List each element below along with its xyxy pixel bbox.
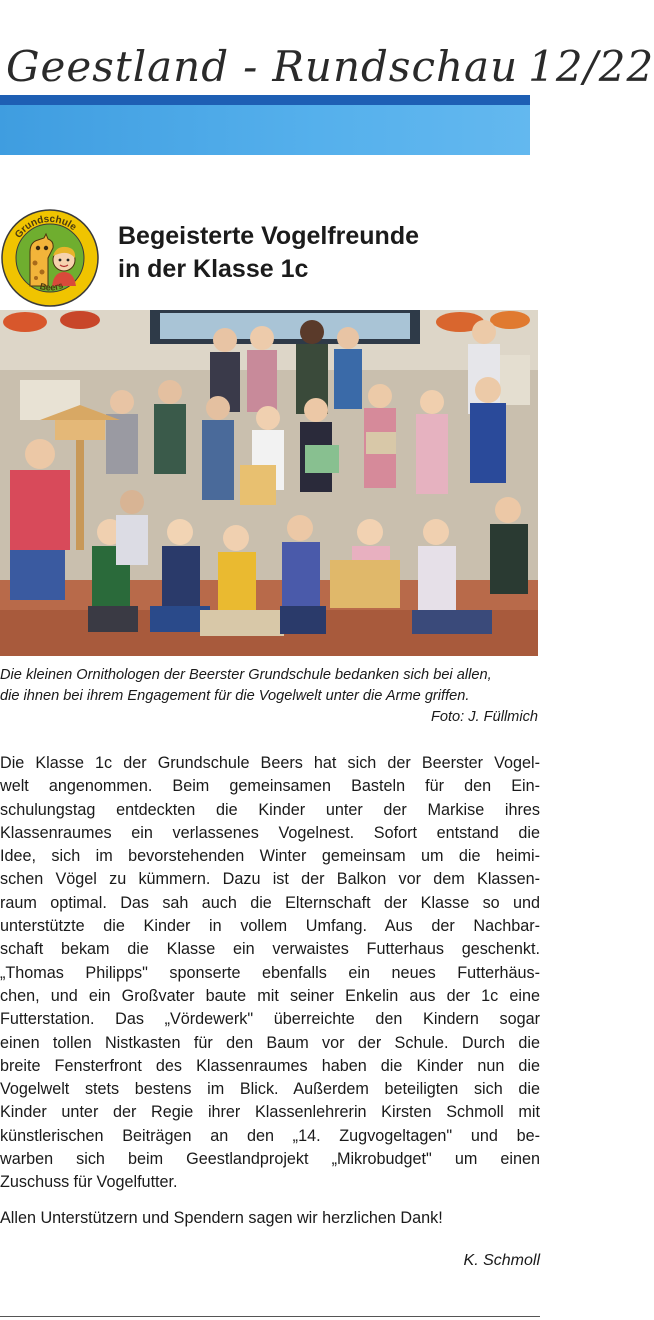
body-line: Futterstation. Das „Vördewerk" überreichte den Kindern sogar bbox=[0, 1010, 540, 1029]
headline-line-2: in der Klasse 1c bbox=[118, 255, 309, 283]
publication-dash: - bbox=[243, 41, 259, 91]
bottom-rule bbox=[0, 1316, 540, 1317]
body-line: schulungstag entdeckten die Kinder unter der Markise ihres bbox=[0, 800, 540, 819]
publication-name-part2: Rundschau bbox=[272, 41, 519, 91]
body-line: Idee, sich im bevorstehenden Winter gemeinsam um die heimi- bbox=[0, 847, 540, 866]
body-line: Zuschuss für Vogelfutter. bbox=[0, 1173, 178, 1192]
caption-line-1: Die kleinen Ornithologen der Beerster Grundschule bedanken sich bei allen, bbox=[0, 667, 492, 683]
caption-line-2: die ihnen bei ihrem Engagement für die Vogelwelt unter die Arme griffen. bbox=[0, 688, 470, 704]
body-line: Vogelwelt stets bestens im Blick. Außerdem beteiligten sich die bbox=[0, 1080, 540, 1099]
body-line: Kinder unter der Regie ihrer Klassenlehrerin Kirsten Schmoll mit bbox=[0, 1103, 540, 1122]
group-photo-illustration bbox=[0, 310, 538, 656]
body-line: welt angenommen. Beim gemeinsamen Basteln für den Ein- bbox=[0, 777, 540, 796]
body-line: künstlerischen Beiträgen an den „14. Zugvogeltagen" und be- bbox=[0, 1126, 540, 1145]
body-line: schen Vögel zu kümmern. Dazu ist der Balkon vor dem Klassen- bbox=[0, 870, 540, 889]
logo-text-top: Grundschule bbox=[13, 213, 79, 241]
handwritten-header bbox=[6, 30, 654, 102]
body-line: raum optimal. Das sah auch die Elternschaft der Klasse so und bbox=[0, 893, 540, 912]
body-line: Die Klasse 1c der Grundschule Beers hat sich der Beerster Vogel- bbox=[0, 754, 540, 772]
author-signature: K. Schmoll bbox=[463, 1252, 540, 1269]
body-line: „Thomas Philipps" sponserte ebenfalls ein neues Futterhäus- bbox=[0, 963, 540, 982]
body-line: chen, und ein Großvater baute mit seiner Enkelin aus der 1c eine bbox=[0, 986, 540, 1005]
body-line: schaft bekam die Klasse ein verwaistes Futterhaus geschenkt. bbox=[0, 940, 540, 959]
header-band-dark bbox=[0, 95, 530, 105]
publication-name-part1: Geestland bbox=[6, 41, 230, 91]
issue-date: 12/22 bbox=[528, 41, 654, 91]
logo-text-bottom: Beers bbox=[38, 280, 65, 293]
body-line: Klassenraumes ein verlassenes Vogelnest. Sofort entstand die bbox=[0, 823, 540, 842]
body-line: unterstützte die Kinder in vollem Umfang. Aus der Nachbar- bbox=[0, 917, 540, 936]
thanks-paragraph: Allen Unterstützern und Spendern sagen wir herzlichen Dank! bbox=[0, 1209, 443, 1227]
header-band-light bbox=[0, 105, 530, 155]
headline-line-1: Begeisterte Vogelfreunde bbox=[118, 222, 420, 250]
school-logo-icon bbox=[0, 208, 100, 308]
class-group-photo bbox=[0, 310, 538, 656]
article-headline bbox=[118, 220, 538, 286]
body-line: breite Fensterfront des Klassenraumes haben die Kinder nun die bbox=[0, 1056, 540, 1075]
body-line: einen tollen Nistkasten für den Baum vor der Schule. Durch die bbox=[0, 1033, 540, 1052]
body-line: warben sich beim Geestlandprojekt „Mikrobudget" um einen bbox=[0, 1150, 540, 1169]
photo-credit: Foto: J. Füllmich bbox=[430, 709, 538, 725]
school-logo bbox=[0, 208, 100, 308]
article-body bbox=[0, 752, 540, 1195]
photo-caption bbox=[0, 665, 540, 728]
